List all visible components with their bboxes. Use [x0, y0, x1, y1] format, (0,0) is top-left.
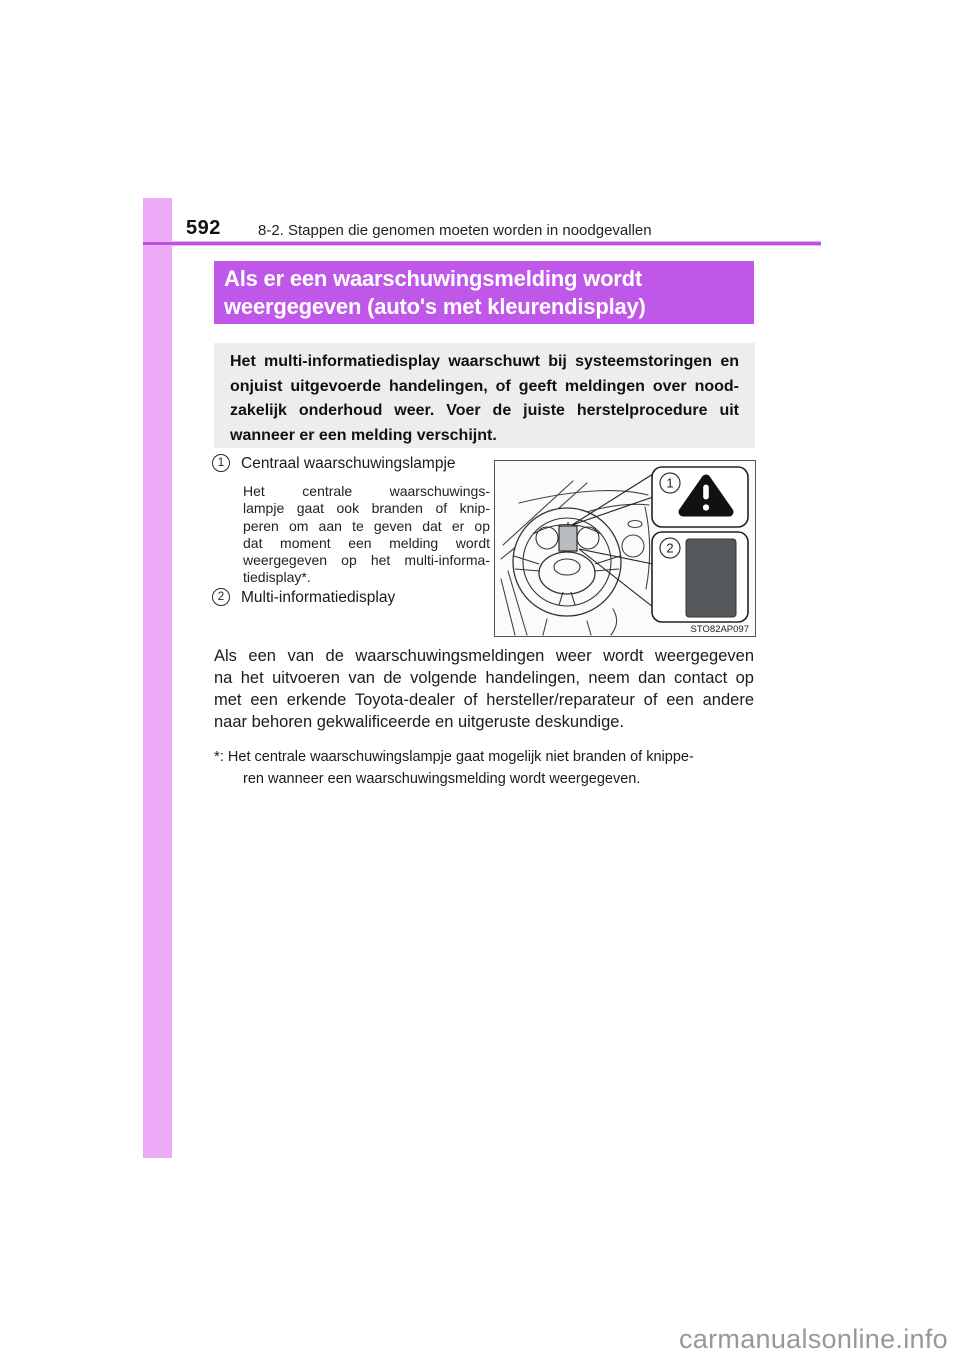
warning-exclamation-dot [703, 504, 709, 510]
multi-information-display-screen [686, 539, 736, 617]
summary-line: zakelijk onderhoud weer. Voer de juiste herstelprocedure uit [230, 402, 739, 419]
body-paragraph [214, 645, 754, 733]
steering-hub [539, 552, 595, 594]
footnote-line-2: ren wanneer een waarschuwingsmelding wordt weergegeven. [243, 770, 641, 787]
warning-exclamation-bar [703, 485, 709, 500]
description-line: weergegeven op het multi-informa- [243, 552, 490, 569]
body-line: na het uitvoeren van de volgende handelingen, neem dan contact op [214, 669, 754, 687]
item-2-label: Multi-informatiedisplay [241, 589, 396, 606]
footnote-separator: : [219, 749, 228, 765]
dashboard-figure [494, 460, 756, 637]
item-1-number-badge: 1 [212, 454, 230, 472]
item-2-number-badge: 2 [212, 588, 230, 606]
description-line: tiedisplay*. [243, 569, 311, 586]
description-line: peren om aan te geven dat er op [243, 517, 490, 534]
description-line: lampje gaat ook branden of knip- [243, 500, 490, 517]
section-header: 8-2. Stappen die genomen moeten worden in noodgevallen [258, 222, 652, 239]
page-number: 592 [186, 217, 221, 239]
summary-line: wanneer er een melding verschijnt. [230, 426, 497, 444]
page-title-line-1: Als er een waarschuwingsmelding wordt [224, 266, 643, 291]
footnote-marker: * [214, 748, 220, 765]
body-line: met een erkende Toyota-dealer of hersteller/reparateur of een andere [214, 691, 754, 709]
page-title [214, 261, 754, 324]
steering-wheel-illustration [495, 461, 755, 636]
item-1-label: Centraal waarschuwingslampje [241, 455, 456, 472]
page-title-line-2: weergegeven (auto's met kleurendisplay) [224, 294, 646, 319]
footnote [214, 746, 779, 790]
sidebar-accent-bar [143, 198, 172, 1158]
footnote-line-1 [214, 746, 779, 769]
body-line: Als een van de waarschuwingsmeldingen weer wordt weergegeven [214, 647, 754, 665]
watermark: carmanualsonline.info [679, 1324, 948, 1354]
steering-wheel [513, 508, 621, 616]
body-line: naar behoren gekwalificeerde en uitgeruste deskundige. [214, 713, 625, 731]
summary-line: onjuist uitgevoerde handelingen, of geeft meldingen over nood- [230, 377, 739, 395]
item-1-description [243, 483, 490, 587]
cluster-display-screen [559, 526, 577, 551]
header-rule [143, 242, 821, 245]
description-line: dat moment een melding wordt [243, 534, 490, 551]
callout-1-number: 1 [666, 475, 674, 491]
callout-2-number: 2 [666, 540, 674, 556]
summary-box [214, 343, 755, 448]
footnote-text-1: Het centrale waarschuwingslampje gaat mogelijk niet branden of knippe- [227, 749, 694, 765]
description-line: Het centrale waarschuwings- [243, 483, 490, 499]
summary-line: Het multi-informatiedisplay waarschuwt bij systeemstoringen en [230, 353, 739, 370]
figure-code: STO82AP097 [690, 624, 749, 635]
